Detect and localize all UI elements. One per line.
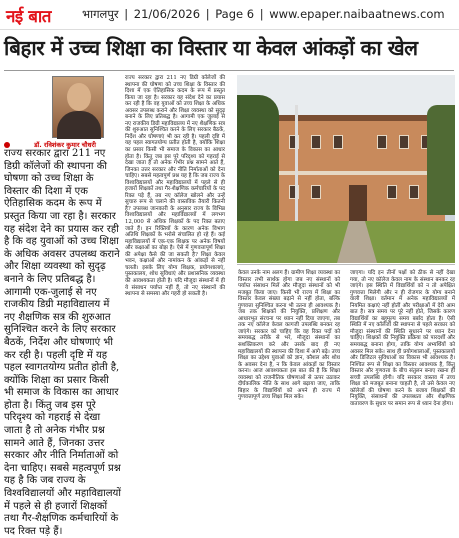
photo-window xyxy=(333,135,343,149)
article-column-1 xyxy=(125,75,225,497)
headline-divider xyxy=(4,70,454,71)
logo-text: नई बात xyxy=(6,6,52,27)
meta-separator: | xyxy=(205,7,210,21)
epaper-url[interactable]: www.epaper.naibaatnews.com xyxy=(269,7,445,21)
photo-window xyxy=(311,185,321,199)
edition-city: भागलपुर xyxy=(82,7,119,21)
masthead xyxy=(0,0,459,30)
newspaper-logo[interactable] xyxy=(6,3,74,27)
article-headline: बिहार में उच्च शिक्षा का विस्तार या केवल आंकड़ों का खेल xyxy=(4,36,418,60)
college-building-photo xyxy=(237,75,455,263)
column-1-text: राज्य सरकार द्वारा 211 नए डिग्री कॉलेजों की स्थापना की घोषणा को उच्च शिक्षा के विस्तार की दिशा में एक ऐतिहासिक कदम के रूप में प्रस्तुत किया जा रहा है। सरकार यह संदेश देने का प्रयास कर रही है कि वह युवाओं को उच्च शिक्षा के अधिक अवसर उपलब्ध कराने और शिक्षा व्यवस्था को सुदृढ़ बनाने के लिए प्रतिबद्ध है। आगामी एक जुलाई से नए राजकीय डिग्री महाविद्यालय में नए शैक्षणिक सत्र की शुरुआत सुनिश्चित करने के लिए सरकार बैठकें, निर्देश और घोषणाएं भी कर रही है। पहली दृष्टि में यह पहल स्वागतयोग्य प्रतीत होती है, क्योंकि शिक्षा का प्रसार किसी भी समाज के विकास का आधार होता है। किंतु जब इस पूरे परिदृश्य को गहराई से देखा जाता है तो अनेक गंभीर प्रश्न सामने आते हैं, जिनका उत्तर सरकार और नीति निर्माताओं को देना चाहिए। सबसे महत्वपूर्ण प्रश्न यह है कि जब राज्य के विश्वविद्यालयों और महाविद्यालयों में पहले से ही हजारों शिक्षकों तथा गैर-शैक्षणिक कर्मचारियों के पद रिक्त पड़े हैं, तब नए कॉलेज खोलने और उन्हें सुचारु रूप से चलाने की वास्तविक तैयारी कितनी है? उपलब्ध जानकारी के अनुसार राज्य के विभिन्न विश्वविद्यालयों और महाविद्यालयों में लगभग 12,000 से अधिक शिक्षकों के पद रिक्त बताए जाते हैं। इन रिक्तियों के कारण अनेक विभाग अतिथि शिक्षकों के भरोसे संचालित हो रहे हैं। कई महाविद्यालयों में एक-एक शिक्षक पर अनेक विषयों और कक्षाओं का बोझ है। ऐसे में गुणवत्तापूर्ण शिक्षा की अपेक्षा कैसे की जा सकती है? शिक्षा केवल भवन, कक्षाओं और नामांकन के आंकड़ों से नहीं चलती। इसके लिए योग्य शिक्षक, प्रयोगशालाएं, पुस्तकालय, शोध सुविधाएं और प्रशासनिक व्यवस्था की आवश्यकता होती है। यदि मौजूदा संस्थानों में ही ये संसाधन पर्याप्त नहीं हैं, तो नए संस्थानों की स्थापना से समस्या और गहरी हो सकती है। xyxy=(125,75,225,298)
photo-band xyxy=(277,171,445,175)
photo-door xyxy=(349,185,367,221)
author-byline: डॉ. रविशंकर कुमार चौधरी xyxy=(34,141,96,149)
article-column-2 xyxy=(238,270,340,496)
author-photo xyxy=(52,76,104,138)
photo-divider xyxy=(237,264,455,265)
edition-meta xyxy=(82,7,447,22)
photo-window xyxy=(399,135,409,149)
photo-window xyxy=(387,185,397,199)
page-number: Page 6 xyxy=(215,7,255,21)
author-face xyxy=(67,83,91,111)
photo-tree xyxy=(427,105,455,215)
photo-window xyxy=(377,135,387,149)
author-body xyxy=(57,111,101,139)
article-column-3 xyxy=(350,270,455,496)
photo-pole xyxy=(295,105,298,221)
lead-text: राज्य सरकार द्वारा 211 नए डिग्री कॉलेजों की स्थापना की घोषणा को उच्च शिक्षा के विस्तार की दिशा में एक ऐतिहासिक कदम के रूप में प्रस्तुत किया जा रहा है। सरकार यह संदेश देने का प्रयास कर रही है कि वह युवाओं को उच्च शिक्षा के अधिक अवसर उपलब्ध कराने और शिक्षा व्यवस्था को सुदृढ़ बनाने के लिए प्रतिबद्ध है। आगामी एक-जुलाई से नए राजकीय डिग्री महाविद्यालय में नए शैक्षणिक सत्र की शुरुआत सुनिश्चित करने के लिए सरकार बैठकें, निर्देश और घोषणाएं भी कर रही है। पहली दृष्टि में यह पहल स्वागतयोग्य प्रतीत होती है, क्योंकि शिक्षा का प्रसार किसी भी समाज के विकास का आधार होता है। किंतु जब इस पूरे परिदृश्य को गहराई से देखा जाता है तो अनेक गंभीर प्रश्न सामने आते हैं, जिनका उत्तर सरकार और नीति निर्माताओं को देना चाहिए। सबसे महत्वपूर्ण प्रश्न यह है कि जब राज्य के विश्वविद्यालयों और महाविद्यालयों में पहले से ही हजारों शिक्षकों तथा गैर-शैक्षणिक कर्मचारियों के पद रिक्त पड़े हैं। xyxy=(4,148,121,537)
column-3-text: जाएगा। यदि इन तीनों पक्षों को ठीक से नहीं देखा गया, तो नए कॉलेज केवल नाम के संस्थान बनकर रह जाएंगे। इस स्थिति में विद्यार्थियों को न तो अपेक्षित गुणवत्ता मिलेगी और न ही रोजगार के योग्य बनाने वाली शिक्षा। वर्तमान में अनेक महाविद्यालयों में नियमित कक्षाएं नहीं होतीं और परीक्षाओं में देरी आम बात है। सत्र समय पर पूरे नहीं होते, जिसके कारण विद्यार्थियों का बहुमूल्य समय बर्बाद होता है। ऐसी स्थिति में नए कॉलेजों की स्थापना से पहले सरकार को मौजूदा संस्थानों की स्थिति सुधारने पर ध्यान देना चाहिए। शिक्षकों की नियुक्ति प्रक्रिया को पारदर्शी और समयबद्ध बनाना होगा, ताकि योग्य अभ्यर्थियों को अवसर मिल सके। साथ ही प्रयोगशालाओं, पुस्तकालयों और डिजिटल सुविधाओं का विकास भी आवश्यक है। निश्चित रूप से शिक्षा का विस्तार आवश्यक है, किंतु विस्तार और गुणवत्ता के बीच संतुलन बनाए रखना ही सच्ची उपलब्धि होगी। यदि सरकार वास्तव में उच्च शिक्षा को मजबूत बनाना चाहती है, तो उसे केवल नए कॉलेजों की घोषणा करने के बजाय शिक्षकों की नियुक्ति, संसाधनों की उपलब्धता और शैक्षणिक वातावरण के सुधार पर समान रूप से ध्यान देना होगा। xyxy=(350,270,455,407)
meta-separator: | xyxy=(259,7,264,21)
meta-separator: | xyxy=(124,7,129,21)
column-2-text: केवल उनके नाम अलग हैं। ग्रामीण शिक्षा व्यवस्था का विस्तार तभी सार्थक होगा जब नए संस्थानों को पर्याप्त संसाधन मिलें और मौजूदा संस्थानों को भी मजबूत किया जाए। किसी भी राज्य में शिक्षा का विस्तार केवल संख्या बढ़ाने से नहीं होता, बल्कि गुणवत्ता सुनिश्चित करना भी उतना ही आवश्यक है। जब तक शिक्षकों की नियुक्ति, प्रशिक्षण और आधारभूत संरचना पर ध्यान नहीं दिया जाएगा, तब तक नए कॉलेज केवल कागजी उपलब्धि बनकर रह जाएंगे। सरकार को चाहिए कि वह रिक्त पदों को समयबद्ध तरीके से भरे, मौजूदा संस्थानों का सशक्तिकरण करे और उसके बाद ही नए महाविद्यालयों की स्थापना की दिशा में आगे बढ़े। उच्च शिक्षा का उद्देश्य युवाओं को ज्ञान, कौशल और शोध के अवसर देना है, न कि केवल आंकड़ों का विस्तार करना। आज आवश्यकता इस बात की है कि शिक्षा व्यवस्था को राजनीतिक घोषणाओं से ऊपर उठाकर दीर्घकालिक नीति के साथ आगे बढ़ाया जाए, ताकि बिहार के विद्यार्थियों को अपने ही राज्य में गुणवत्तापूर्ण उच्च शिक्षा मिल सके। xyxy=(238,270,340,401)
edition-date: 21/06/2026 xyxy=(133,7,201,21)
photo-window xyxy=(409,185,419,199)
lead-paragraph xyxy=(4,148,121,538)
photo-window xyxy=(311,135,321,149)
